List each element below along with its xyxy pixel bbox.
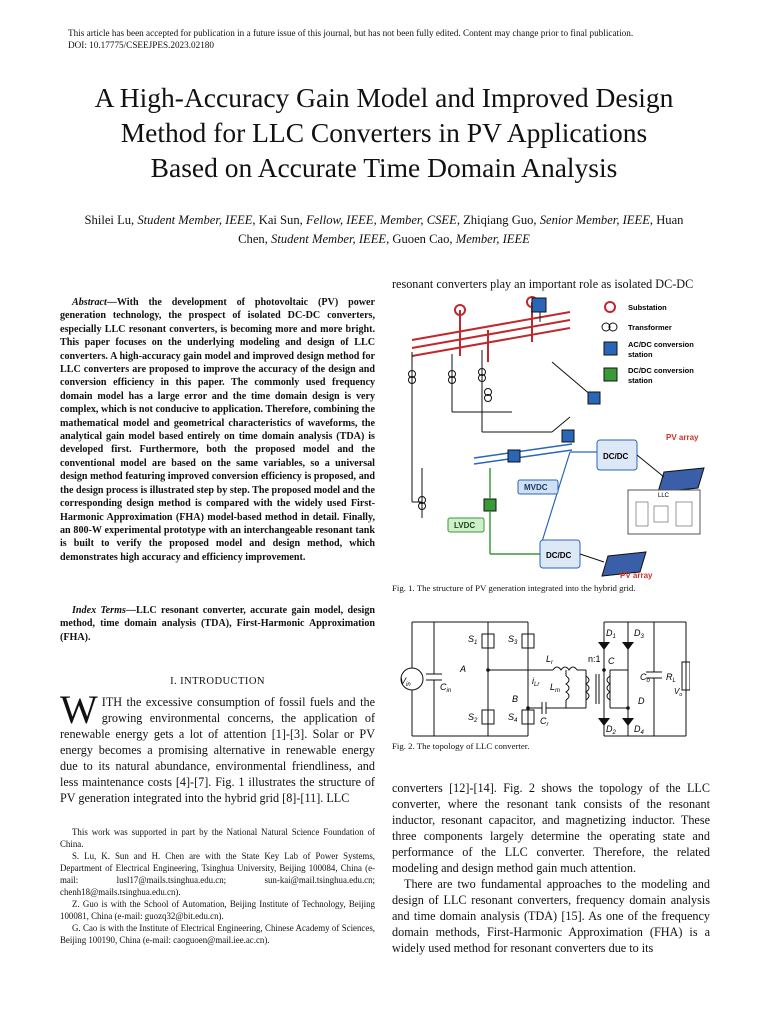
- title-line-3: Based on Accurate Time Domain Analysis: [150, 152, 618, 183]
- mvdc-bus: [474, 444, 572, 464]
- footnotes: [60, 826, 375, 946]
- footnote-affiliation-2: Z. Guo is with the School of Automation, Beijing Institute of Technology, Beijing 100081, China (e-mail: guozq32@bit.edu.cn).: [60, 899, 375, 921]
- right-column-continuation: resonant converters play an important role as isolated DC-DC: [392, 277, 694, 291]
- title-line-1: A High-Accuracy Gain Model and Improved Design: [94, 82, 674, 113]
- pv-array-label: PV array: [666, 433, 699, 442]
- index-terms-label: Index Terms: [72, 605, 126, 616]
- mvdc-label: MVDC: [524, 483, 548, 492]
- author-1: Shilei Lu,: [84, 213, 138, 227]
- index-terms-text: —LLC resonant converter, accurate gain model, design method, time domain analysis (TDA), First-Harmonic Approximation (FHA).: [60, 605, 375, 643]
- abstract-label: Abstract: [72, 297, 107, 308]
- mosfet-switch-icon: [482, 634, 534, 724]
- introduction-paragraph: ITH the excessive consumption of fossil fuels and the growing environmental concerns, the application of renewable energy gets a lot of attention [1]-[3]. Solar or PV energy becomes a promising alternative in renewable energy due to its natural abundance, environmental friendliness, and less maintenance costs [4]-[7]. Fig. 1 illustrates the structure of PV generation integrated into the hybrid grid [8]-[11]. LLC: [60, 695, 375, 805]
- llc-inset-label: LLC: [658, 493, 670, 499]
- introduction-text: [60, 687, 375, 806]
- author-3: , Zhiqiang Guo,: [456, 213, 540, 227]
- label-node-d: D: [638, 696, 645, 706]
- author-3-role: Senior Member, IEEE: [539, 213, 650, 227]
- author-5: , Guoen Cao,: [386, 232, 456, 246]
- author-2: , Kai Sun,: [252, 213, 306, 227]
- label-d4: $D_4$: [634, 724, 644, 736]
- author-2-role: Fellow, IEEE, Member, CSEE: [305, 213, 457, 227]
- notice-line-1: This article has been accepted for publication in a future issue of this journal, but has not been fully edited. Content may change prior to final publication.: [68, 28, 634, 38]
- label-lr: $L_r$: [546, 654, 554, 666]
- right-column-body: [392, 780, 710, 956]
- author-4-role: Student Member, IEEE: [271, 232, 387, 246]
- label-vin: $V_{in}$: [400, 676, 411, 688]
- label-s3: $S_3$: [508, 634, 518, 646]
- rectifier-diode-icon: [598, 642, 634, 726]
- legend-ac-dc-icon: [604, 342, 617, 355]
- label-node-b: B: [512, 694, 519, 704]
- legend-ac-dc-line-1: AC/DC conversion: [628, 340, 694, 349]
- footnote-funding: This work was supported in part by the National Natural Science Foundation of China.: [60, 827, 375, 849]
- author-5-role: Member, IEEE: [455, 232, 530, 246]
- label-cr: $C_r$: [540, 716, 549, 728]
- doi-line: DOI: 10.17775/CSEEJPES.2023.02180: [68, 40, 214, 50]
- author-1-role: Student Member, IEEE: [137, 213, 253, 227]
- index-terms: [60, 604, 375, 644]
- label-turns-ratio: n:1: [588, 654, 601, 664]
- footnote-affiliation-1: S. Lu, K. Sun and H. Chen are with the State Key Lab of Power Systems, Department of Electrical Engineering, Tsinghua University, Beijing 100084, China (e-mail: lusl17@mails.tsinghua.edu.cn; sun-kai@mail.tsinghua.edu.cn; chenh18@mails.tsinghua.edu.cn).: [60, 851, 375, 897]
- title-line-2: Method for LLC Converters in PV Applications: [120, 117, 648, 148]
- legend-ac-dc-line-2: station: [628, 350, 653, 359]
- feeder-lines: [412, 306, 592, 518]
- label-rl: $R_L$: [666, 672, 676, 684]
- label-ilr: $i_{Lr}$: [532, 676, 540, 688]
- legend-dc-dc-line-1: DC/DC conversion: [628, 366, 694, 375]
- dc-dc-label: DC/DC: [546, 551, 572, 560]
- paper-title: [40, 80, 728, 185]
- label-co: $C_o$: [640, 672, 650, 684]
- publication-notice: [68, 27, 708, 51]
- label-node-a: A: [460, 664, 467, 674]
- author-4: , Huan Chen,: [238, 213, 684, 246]
- drop-cap: W: [60, 687, 98, 732]
- legend-dc-dc-icon: [604, 368, 617, 381]
- legend-transformer: Transformer: [628, 323, 672, 332]
- footnote-affiliation-3: G. Cao is with the Institute of Electrical Engineering, Chinese Academy of Sciences, Beijing 100190, China (e-mail: caoguoen@mail.iee.ac.cn).: [60, 923, 375, 945]
- pv-array-label: PV array: [620, 571, 653, 580]
- section-heading-introduction: I. INTRODUCTION: [170, 676, 265, 687]
- label-node-c: C: [608, 656, 615, 666]
- figure-1-caption: Fig. 1. The structure of PV generation integrated into the hybrid grid.: [392, 583, 636, 593]
- label-d2: $D_2$: [606, 724, 616, 736]
- dc-dc-station-icon: [484, 499, 496, 511]
- transformer-icons: [409, 369, 492, 510]
- legend-dc-dc-line-2: station: [628, 376, 653, 385]
- label-s2: $S_2$: [468, 712, 478, 724]
- author-list: [80, 211, 688, 249]
- figure-2-llc-topology: [398, 618, 690, 740]
- legend-substation: Substation: [628, 303, 667, 312]
- dc-dc-label: DC/DC: [603, 452, 629, 461]
- lvdc-label: LVDC: [454, 521, 476, 530]
- label-d3: $D_3$: [634, 628, 644, 640]
- body-paragraph-2: There are two fundamental approaches to the modeling and design of LLC resonant converters, frequency domain analysis and time domain analysis (TDA) [15]. As one of the frequency domain methods, First-Harmonic Approximation (FHA) is a widely used method for resonant converters due to its: [392, 877, 710, 955]
- label-vo: $V_o$: [674, 687, 683, 698]
- label-s4: $S_4$: [508, 712, 518, 724]
- label-cin: $C_{in}$: [440, 682, 452, 694]
- abstract: [60, 296, 375, 564]
- figure-2-caption: Fig. 2. The topology of LLC converter.: [392, 741, 530, 751]
- label-s1: $S_1$: [468, 634, 478, 646]
- body-paragraph-1: converters [12]-[14]. Fig. 2 shows the topology of the LLC converter, where the resonant tank consists of the resonant inductor, resonant capacitor, and magnetizing inductor. These three components largely determine the operating state and performance of the LLC converter. Therefore, the related modeling and design method gain much attention.: [392, 781, 710, 875]
- figure-1-hybrid-grid: [392, 292, 710, 582]
- abstract-text: —With the development of photovoltaic (PV) power generation technology, the prospect of isolated DC-DC converters, especially LLC resonant converters, is becoming more and more bright. This paper focuses on the underlying modeling and design of LLC converters. A high-accuracy gain model and improved design method for LLC converters are proposed to improve the accuracy of the design and conversion efficiency in this paper. The commonly used frequency domain model has a large error and the time domain design is very complex, which is not conducive to application. Therefore, combining the mathematical model and geometrical characteristics of waveforms, the analytical gain model based entirely on time domain analysis (TDA) is developed first. Furthermore, both the proposed model and the conventional model are based on the same variables, so a universal design method featuring improved conversion efficiency is proposed, and the design process is illustrated step by step. The proposed model and the corresponding design method is compared with the widely used First-Harmonic Approximation (FHA) model-based method in detail. Finally, an 800-W experimental prototype with an interchangeable resonant tank is built to verify the proposed model and design method, which demonstrates high accuracy and efficiency improvement.: [60, 297, 375, 563]
- legend-substation-icon: [605, 302, 615, 312]
- label-d1: $D_1$: [606, 628, 616, 640]
- label-lm: $L_m$: [550, 682, 561, 694]
